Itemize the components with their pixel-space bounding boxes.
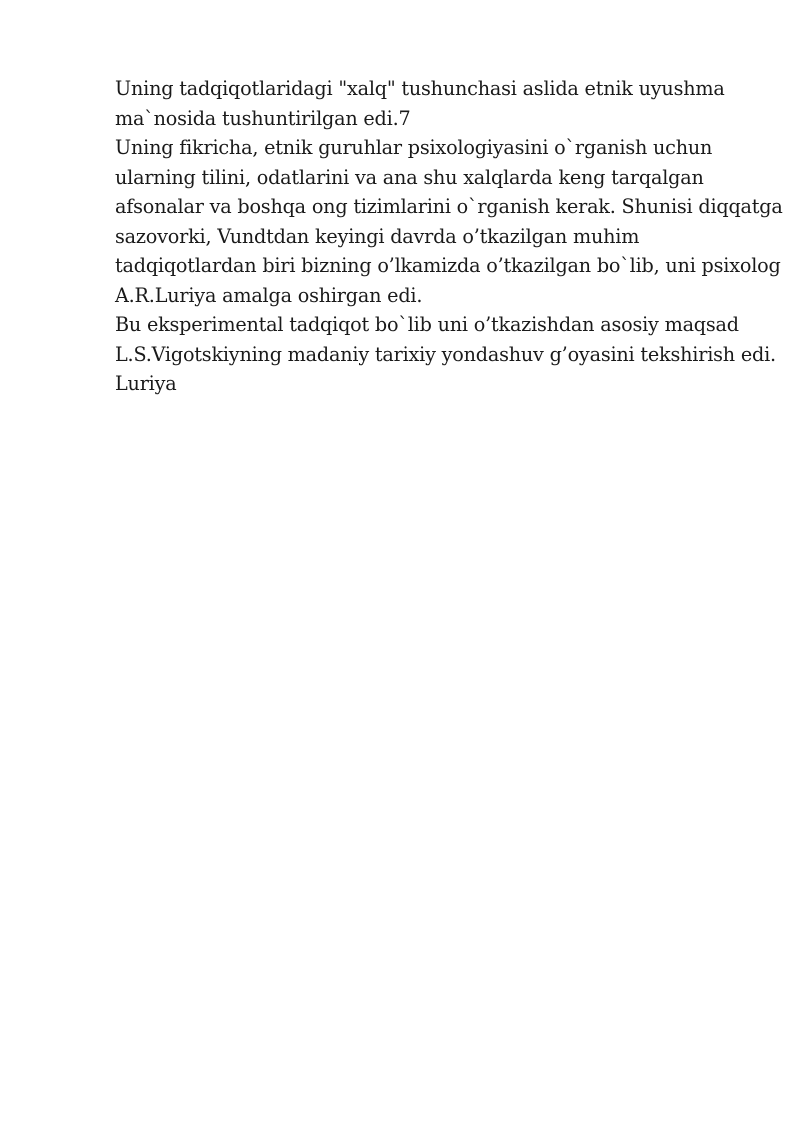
- text-line-6: sazovorki, Vundtdan keyingi davrda o’tkazilgan muhim: [115, 224, 640, 248]
- text-line-3: Uning fikricha, etnik guruhlar psixologiyasini o`rganish uchun: [115, 136, 713, 159]
- text-line-9: Bu eksperimental tadqiqot bo`lib uni o’tkazishdan asosiy maqsad: [115, 313, 739, 336]
- text-line-1: Uning tadqiqotlaridagi "xalq" tushunchasi aslida etnik uyushma: [115, 77, 725, 100]
- text-line-2: ma`nosida tushuntirilgan edi.7: [115, 106, 411, 130]
- text-line-4: ularning tilini, odatlarini va ana shu xalqlarda keng tarqalgan: [115, 165, 704, 189]
- text-line-7: tadqiqotlardan biri bizning o’lkamizda o’tkazilgan bo`lib, uni psixolog: [115, 254, 781, 277]
- text-line-10: L.S.Vigotskiyning madaniy tarixiy yondashuv g’oyasini tekshirish edi.: [115, 342, 776, 366]
- body-text: [115, 74, 783, 399]
- text-line-8: A.R.Luriya amalga oshirgan edi.: [115, 283, 423, 307]
- text-line-11: Luriya: [115, 372, 177, 395]
- text-line-5: afsonalar va boshqa ong tizimlarini o`rganish kerak. Shunisi diqqatga: [115, 195, 783, 218]
